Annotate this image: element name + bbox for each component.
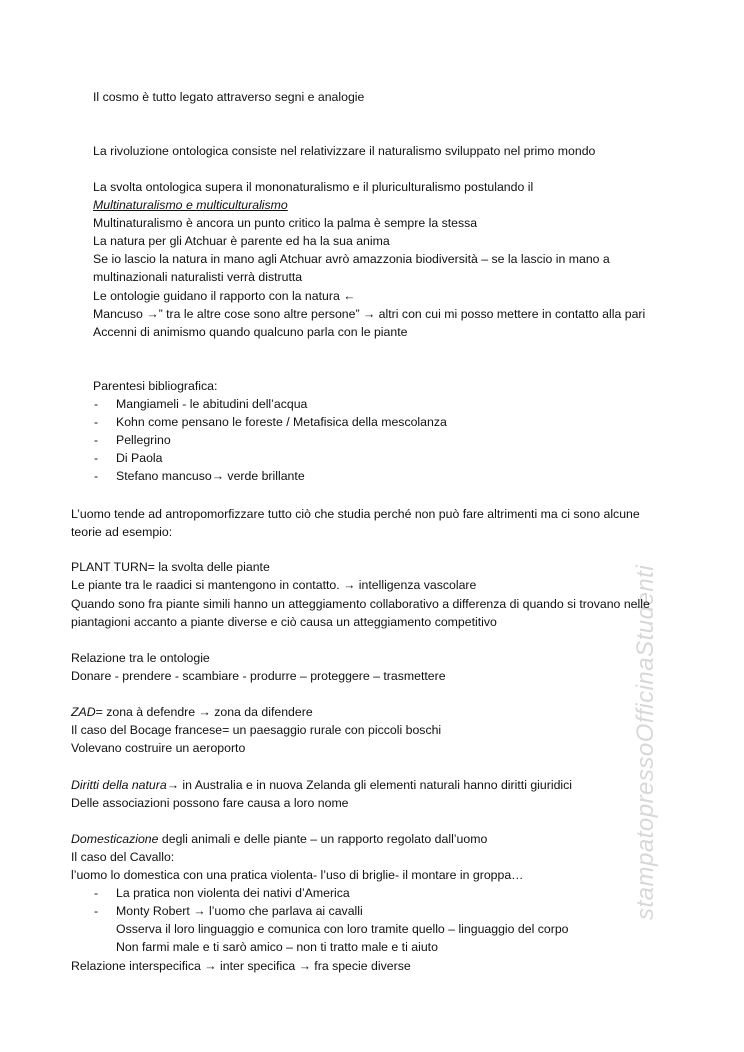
text-line: Quando sono fra piante simili hanno un atteggiamento collaborativo a differenza di quando si trovano nelle: [71, 597, 650, 611]
text-line: Il caso del Bocage francese= un paesaggio rurale con piccoli boschi: [71, 723, 442, 737]
list-item: - La pratica non violenta dei nativi d’America: [94, 886, 350, 900]
bullet-dash: -: [94, 433, 99, 447]
text-line: La rivoluzione ontologica consiste nel relativizzare il naturalismo sviluppato nel primo mondo: [93, 144, 596, 158]
text-line: Delle associazioni possono fare causa a loro nome: [71, 796, 349, 810]
text-line: Relazione tra le ontologie: [71, 651, 210, 665]
text-line: Le ontologie guidano il rapporto con la natura ←: [93, 289, 356, 303]
bullet-dash: -: [94, 451, 99, 465]
text-line: Non farmi male e ti sarò amico – non ti tratto male e ti aiuto: [116, 940, 438, 954]
text-line: teorie ad esempio:: [71, 525, 173, 539]
text-line: La svolta ontologica supera il mononaturalismo e il pluriculturalismo postulando il: [93, 180, 534, 194]
text-line: ZAD= zona à defendre → zona da difendere: [71, 705, 313, 719]
text-line: piantagioni accanto a piante diverse e ciò causa un atteggiamento competitivo: [71, 615, 497, 629]
text-line: Il cosmo è tutto legato attraverso segni e analogie: [93, 90, 365, 104]
text-line: PLANT TURN= la svolta delle piante: [71, 560, 270, 574]
text-line: Il caso del Cavallo:: [71, 850, 175, 864]
bullet-dash: -: [94, 469, 99, 483]
text-line: Se io lascio la natura in mano agli Atchuar avrò amazzonia biodiversità – se la lascio in mano a: [93, 252, 610, 266]
list-item: - Stefano mancuso→ verde brillante: [94, 469, 305, 483]
text-line: Accenni di animismo quando qualcuno parla con le piante: [93, 325, 408, 339]
bullet-dash: -: [94, 397, 99, 411]
list-item: - Monty Robert → l’uomo che parlava ai cavalli: [94, 904, 363, 918]
text-line: Diritti della natura→ in Australia e in nuova Zelanda gli elementi naturali hanno diritti giuridici: [71, 778, 573, 792]
list-item: - Pellegrino: [94, 433, 171, 447]
watermark: stampatopressoOfficinaStudenti: [632, 564, 659, 920]
list-item: - Mangiameli - le abitudini dell’acqua: [94, 397, 308, 411]
list-item: - Kohn come pensano le foreste / Metafisica della mescolanza: [94, 415, 447, 429]
bibliography-title: Parentesi bibliografica:: [93, 379, 218, 393]
text-line: Donare - prendere - scambiare - produrre – proteggere – trasmettere: [71, 669, 446, 683]
text-line: Volevano costruire un aeroporto: [71, 741, 246, 755]
text-line: Multinaturalismo è ancora un punto critico la palma è sempre la stessa: [93, 216, 478, 230]
text-line: Le piante tra le raadici si mantengono in contatto. → intelligenza vascolare: [71, 578, 477, 592]
text-line: l’uomo lo domestica con una pratica violenta- l’uso di briglie- il montare in groppa…: [71, 868, 524, 882]
list-item: - Di Paola: [94, 451, 163, 465]
text-line: L’uomo tende ad antropomorfizzare tutto ciò che studia perché non può fare altrimenti ma ci sono alcune: [71, 507, 640, 521]
underlined-heading: Multinaturalismo e multiculturalismo: [93, 198, 288, 212]
bullet-dash: -: [94, 415, 99, 429]
text-line: Relazione interspecifica → inter specifica → fra specie diverse: [71, 959, 411, 973]
bullet-dash: -: [94, 886, 99, 900]
text-line: Mancuso →” tra le altre cose sono altre persone” → altri con cui mi posso mettere in contatto alla pari: [93, 307, 646, 321]
text-line: Osserva il loro linguaggio e comunica con loro tramite quello – linguaggio del corpo: [116, 922, 569, 936]
text-line: La natura per gli Atchuar è parente ed ha la sua anima: [93, 234, 390, 248]
text-line: Domesticazione degli animali e delle piante – un rapporto regolato dall’uomo: [71, 832, 488, 846]
bullet-dash: -: [94, 904, 99, 918]
text-line: multinazionali naturalisti verrà distrutta: [93, 270, 303, 284]
